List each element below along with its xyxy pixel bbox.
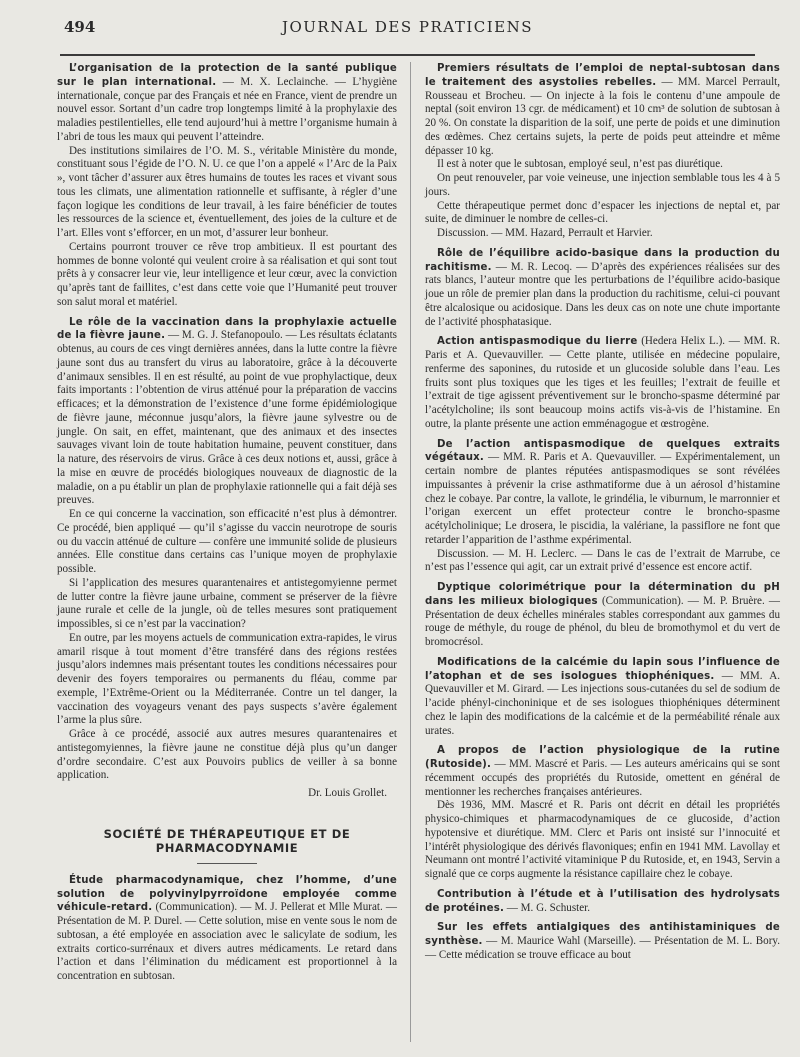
article-text: — MM. R. Paris et A. Quevauviller. — Expérimentalement, un certain nombre de plantes réputées antispasmodiques se sont révélées impuissantes à prévenir la crise asthmatiforme due à un aérosol d’histamine chez le cobaye. Par contre, la vallote, le grindélia, le viburnum, le marronnier et l’origan exercent un effet protecteur contre le broncho-spasme acétylcholinique; Le drosera, le piscidia, la valériane, la passiflore ne font que retarder l’apparition de l’asthme expérimental. xyxy=(425,451,780,546)
left-column xyxy=(57,62,397,984)
article-paragraph: Certains pourront trouver ce rêve trop ambitieux. Il est pourtant des hommes de bonne volonté qui veulent croire à sa réalisation et qui sont tout prêts à y consacrer leur vie, leur intelligence et leur cœur, avec la conviction qu’après tant de faillites, c’est dans cette voie que l’Humanité peut trouver son salut moral et matériel. xyxy=(57,240,397,308)
article-heading: L’organisation de la protection de la santé publique sur le plan international. xyxy=(57,63,397,88)
article-paragraph: Discussion. — MM. Hazard, Perrault et Harvier. xyxy=(437,227,653,239)
article-paragraph xyxy=(57,62,397,145)
article-paragraph: Dès 1936, MM. Mascré et R. Paris ont décrit en détail les propriétés physico-chimiques et pharmacodynamiques de ce glucoside, d’action hypotensive et diurétique. MM. Clerc et Paris ont insisté sur l’innocuité et l’intérêt physiologique des dérivés flavoniques; enfin en 1941 MM. Lavollay et Neumann ont montré l’activité vitaminique P du Rutoside, et, en 1943, Servin a signalé que ce corps augmente la résistance capillaire chez le cobaye. xyxy=(425,799,780,880)
article-heading: Sur les effets antialgiques des antihistaminiques de synthèse. xyxy=(425,922,780,947)
article-paragraph xyxy=(425,438,780,548)
article-text: — M. G. J. Stefanopoulo. — Les résultats éclatants obtenus, au cours de ces vingt dernières années, dans la lutte contre la fièvre jaune sont dus au transfert du virus au laboratoire, grâce à la découverte d’animaux sensibles. Il en est résulté, au point de vue prophylactique, deux faits importants : l’obtention de virus atténué pour la préparation de vaccins efficaces; et la démonstration de l’existence d’une forme épidémiologique de fièvre jaune, méconnue jusqu’alors, la fièvre jaune sylvestre ou de jungle. On sait, en effet, maintenant, que des animaux et des insectes sauvages vivant loin de toute habitation humaine, peuvent constituer, dans la nature, des réservoirs de virus. Grâce à ces deux notions et, aussi, grâce à la mise en œuvre de procédés biologiques nouveaux de diagnostic de la maladie, on a pu établir un plan de prophylaxie rationnelle qui a fait déjà ses preuves. xyxy=(57,329,397,507)
section-divider xyxy=(197,863,257,864)
article-text: — M. Maurice Wahl (Marseille). — Présentation de M. L. Bory. — Cette médication se trouve efficace au bout xyxy=(425,935,780,961)
article-paragraph xyxy=(425,656,780,739)
article-paragraph xyxy=(425,335,780,431)
article-heading: Dyptique colorimétrique pour la détermination du pH dans les milieux biologiques xyxy=(425,582,780,607)
article-paragraph xyxy=(425,921,780,962)
article-heading: Étude pharmacodynamique, chez l’homme, d’une solution de polyvinylpyrroïdone employée comme véhicule-retard. xyxy=(57,874,397,914)
article-paragraph xyxy=(57,874,397,984)
author-signature: Dr. Louis Grollet. xyxy=(308,787,387,799)
article-paragraph: Cette thérapeutique permet donc d’espacer les injections de neptal et, par suite, de diminuer le nombre de celles-ci. xyxy=(425,199,780,226)
article-paragraph: Grâce à ce procédé, associé aux autres mesures quarantenaires et antistegomyiennes, la fièvre jaune ne constitue déjà plus qu’un danger d’ordre secondaire. C’est aux Pouvoirs publics de veiller à sa bonne application. xyxy=(57,728,397,782)
section-title-text: SOCIÉTÉ DE THÉRAPEUTIQUE ET DE PHARMACODYNAMIE xyxy=(103,826,351,855)
article-text: (Hedera Helix L.). — MM. R. Paris et A. Quevauviller. — Cette plante, utilisée en médecine populaire, renferme des saponines, du rutoside et un glucoside soluble dans l’eau. Les fruits sont plus toxiques que les tiges et les feuilles; l’extrait de feuille et l’extrait de tige agissent préventivement sur le broncho-spasme déterminé par l’acétylcholine; ils sont beaucoup moins actifs vis-à-vis de l’histamine. En outre, la plante présente une action emménagogue et œstrogène. xyxy=(425,335,780,430)
page-number: 494 xyxy=(64,18,96,36)
right-column xyxy=(425,62,780,963)
article-paragraph xyxy=(57,316,397,509)
section-title xyxy=(57,827,397,864)
article-paragraph: En ce qui concerne la vaccination, son efficacité n’est plus à démontrer. Ce procédé, bien appliqué — qu’il s’agisse du vaccin neurotrope de souris ou du vaccin atténué de culture — confère une immunité solide de plusieurs années. Elle constitue dans certains cas l’unique moyen de prophylaxie possible. xyxy=(57,508,397,575)
article-text: — MM. A. Quevauviller et M. Girard. — Les injections sous-cutanées du sel de sodium de l’acide phényl-cinchoninique et de ses isologues thiophéniques déterminent chez le lapin des modifications de la calcémie et de la perméabilité rénale aux urates. xyxy=(425,669,780,737)
article-paragraph xyxy=(425,744,780,799)
article-paragraph: Discussion. — M. H. Leclerc. — Dans le cas de l’extrait de Marrube, ce n’est pas l’essence qui agit, car un extrait privé d’essence est encore actif. xyxy=(425,547,780,574)
column-divider xyxy=(410,62,411,1042)
article-heading: Contribution à l’étude et à l’utilisation des hydrolysats de protéines. xyxy=(425,888,780,914)
article-heading: Premiers résultats de l’emploi de neptal-subtosan dans le traitement des asystolies rebelles. xyxy=(425,63,780,88)
article-heading: Rôle de l’équilibre acido-basique dans la production du rachitisme. xyxy=(425,247,780,273)
article-paragraph xyxy=(425,581,780,650)
article-heading: De l’action antispasmodique de quelques extraits végétaux. xyxy=(425,438,780,464)
article-text: — M. X. Leclainche. — L’hygiène internationale, conçue par des Français et née en France, vient de prendre un nouvel essor. Sortant d’un cadre trop longtemps limité à la prophylaxie des maladies pestilentielles, elle tend aujourd’hui à mettre l’organisme humain à l’abri de tous les maux qui peuvent l’atteindre. xyxy=(57,75,397,143)
article-heading: Action antispasmodique du lierre xyxy=(437,336,638,348)
article-text: — MM. Mascré et Paris. — Les auteurs américains qui se sont récemment occupés des propriétés du Rutoside, omettent en général de mentionner les recherches françaises antérieures. xyxy=(425,758,780,798)
article-text: — M. G. Schuster. xyxy=(504,901,591,914)
article-paragraph xyxy=(425,888,780,916)
article-text: — MM. Marcel Perrault, Rousseau et Brocheu. — On injecte à la fois le contenu d’une ampoule de neptal (soit environ 13 cgr. de médicament) et 10 cm³ de solution de subtosan à 20 %. On constate la disparition de la soif, une perte de poids et une diminution des œdèmes. Chez certains sujets, la perte de poids peut atteindre et même dépasser 10 kg. xyxy=(425,75,781,157)
article-paragraph: Il est à noter que le subtosan, employé seul, n’est pas diurétique. xyxy=(437,158,723,171)
article-heading: Le rôle de la vaccination dans la prophylaxie actuelle de la fièvre jaune. xyxy=(57,316,397,342)
article-paragraph: En outre, par les moyens actuels de communication extra-rapides, le virus amaril risque à tout moment d’être transféré dans des régions restées jusqu’alors indemnes mais présentant toutes les conditions nécessaires pour devenir des foyers temporaires ou permanents du fléau, comme par exemple, l’Extrême-Orient ou la Méditerranée. Contre un tel danger, la vaccination des voyageurs venant des pays suspects s’avère également l’arme la plus sûre. xyxy=(57,631,397,727)
article-paragraph xyxy=(425,247,780,330)
article-heading: Modifications de la calcémie du lapin sous l’influence de l’atophan et de ses isologues thiophéniques. xyxy=(425,656,780,682)
article-paragraph: Des institutions similaires de l’O. M. S., véritable Ministère du monde, constituant sous l’égide de l’O. N. U. ce que l’on a appelé « l’Arc de la Paix », vont tâcher d’assurer aux êtres humains de toutes les races et vivant sous tous les climats, une alimentation rationnelle et suffisante, à régler d’une façon logique les conditions de leur travail, à les faire bénéficier de toutes les ressources de la science et, éventuellement, des joies de la culture et de l’art. Elles vont s’efforcer, en un mot, d’assurer leur bonheur. xyxy=(57,144,397,239)
article-text: (Communication). — M. J. Pellerat et Mlle Murat. — Présentation de M. P. Durel. — Cette solution, mise en vente sous le nom de subtosan, a été employée en association avec le salicylate de sodium, les extraits cortico-surrénaux et divers autres médicaments. Le retard dans l’action et dans l’élimination du médicament est proportionnel à la concentration en subtosan. xyxy=(57,901,397,982)
article-paragraph xyxy=(425,62,780,158)
article-paragraph: Si l’application des mesures quarantenaires et antistegomyienne permet de lutter contre la fièvre jaune urbaine, comment se préserver de la fièvre jaune rurale et celle de la jungle, où de telles mesures sont pratiquement impossibles, si ce n’est par la vaccination? xyxy=(57,576,397,630)
article-text: (Communication). — M. P. Bruère. — Présentation de deux échelles minérales stables correspondant aux gammes du rouge de méthyle, du rouge de phénol, du bleu de bromothymol et du vert de bromocrésol. xyxy=(425,594,780,648)
article-paragraph: On peut renouveler, par voie veineuse, une injection semblable tous les 4 à 5 jours. xyxy=(425,172,780,198)
page-header xyxy=(60,14,755,56)
article-heading: A propos de l’action physiologique de la rutine (Rutoside). xyxy=(425,745,780,770)
journal-title: JOURNAL DES PRATICIENS xyxy=(281,18,534,36)
article-text: — M. R. Lecoq. — D’après des expériences réalisées sur des rats blancs, l’auteur montre que les perturbations de l’équilibre acido-basique joue un rôle de premier plan dans la production du rachitisme, celui-ci pouvant être alcalosique ou acidosique. Dans les deux cas on note une chute importante de l’activité phosphatasique. xyxy=(425,260,780,328)
